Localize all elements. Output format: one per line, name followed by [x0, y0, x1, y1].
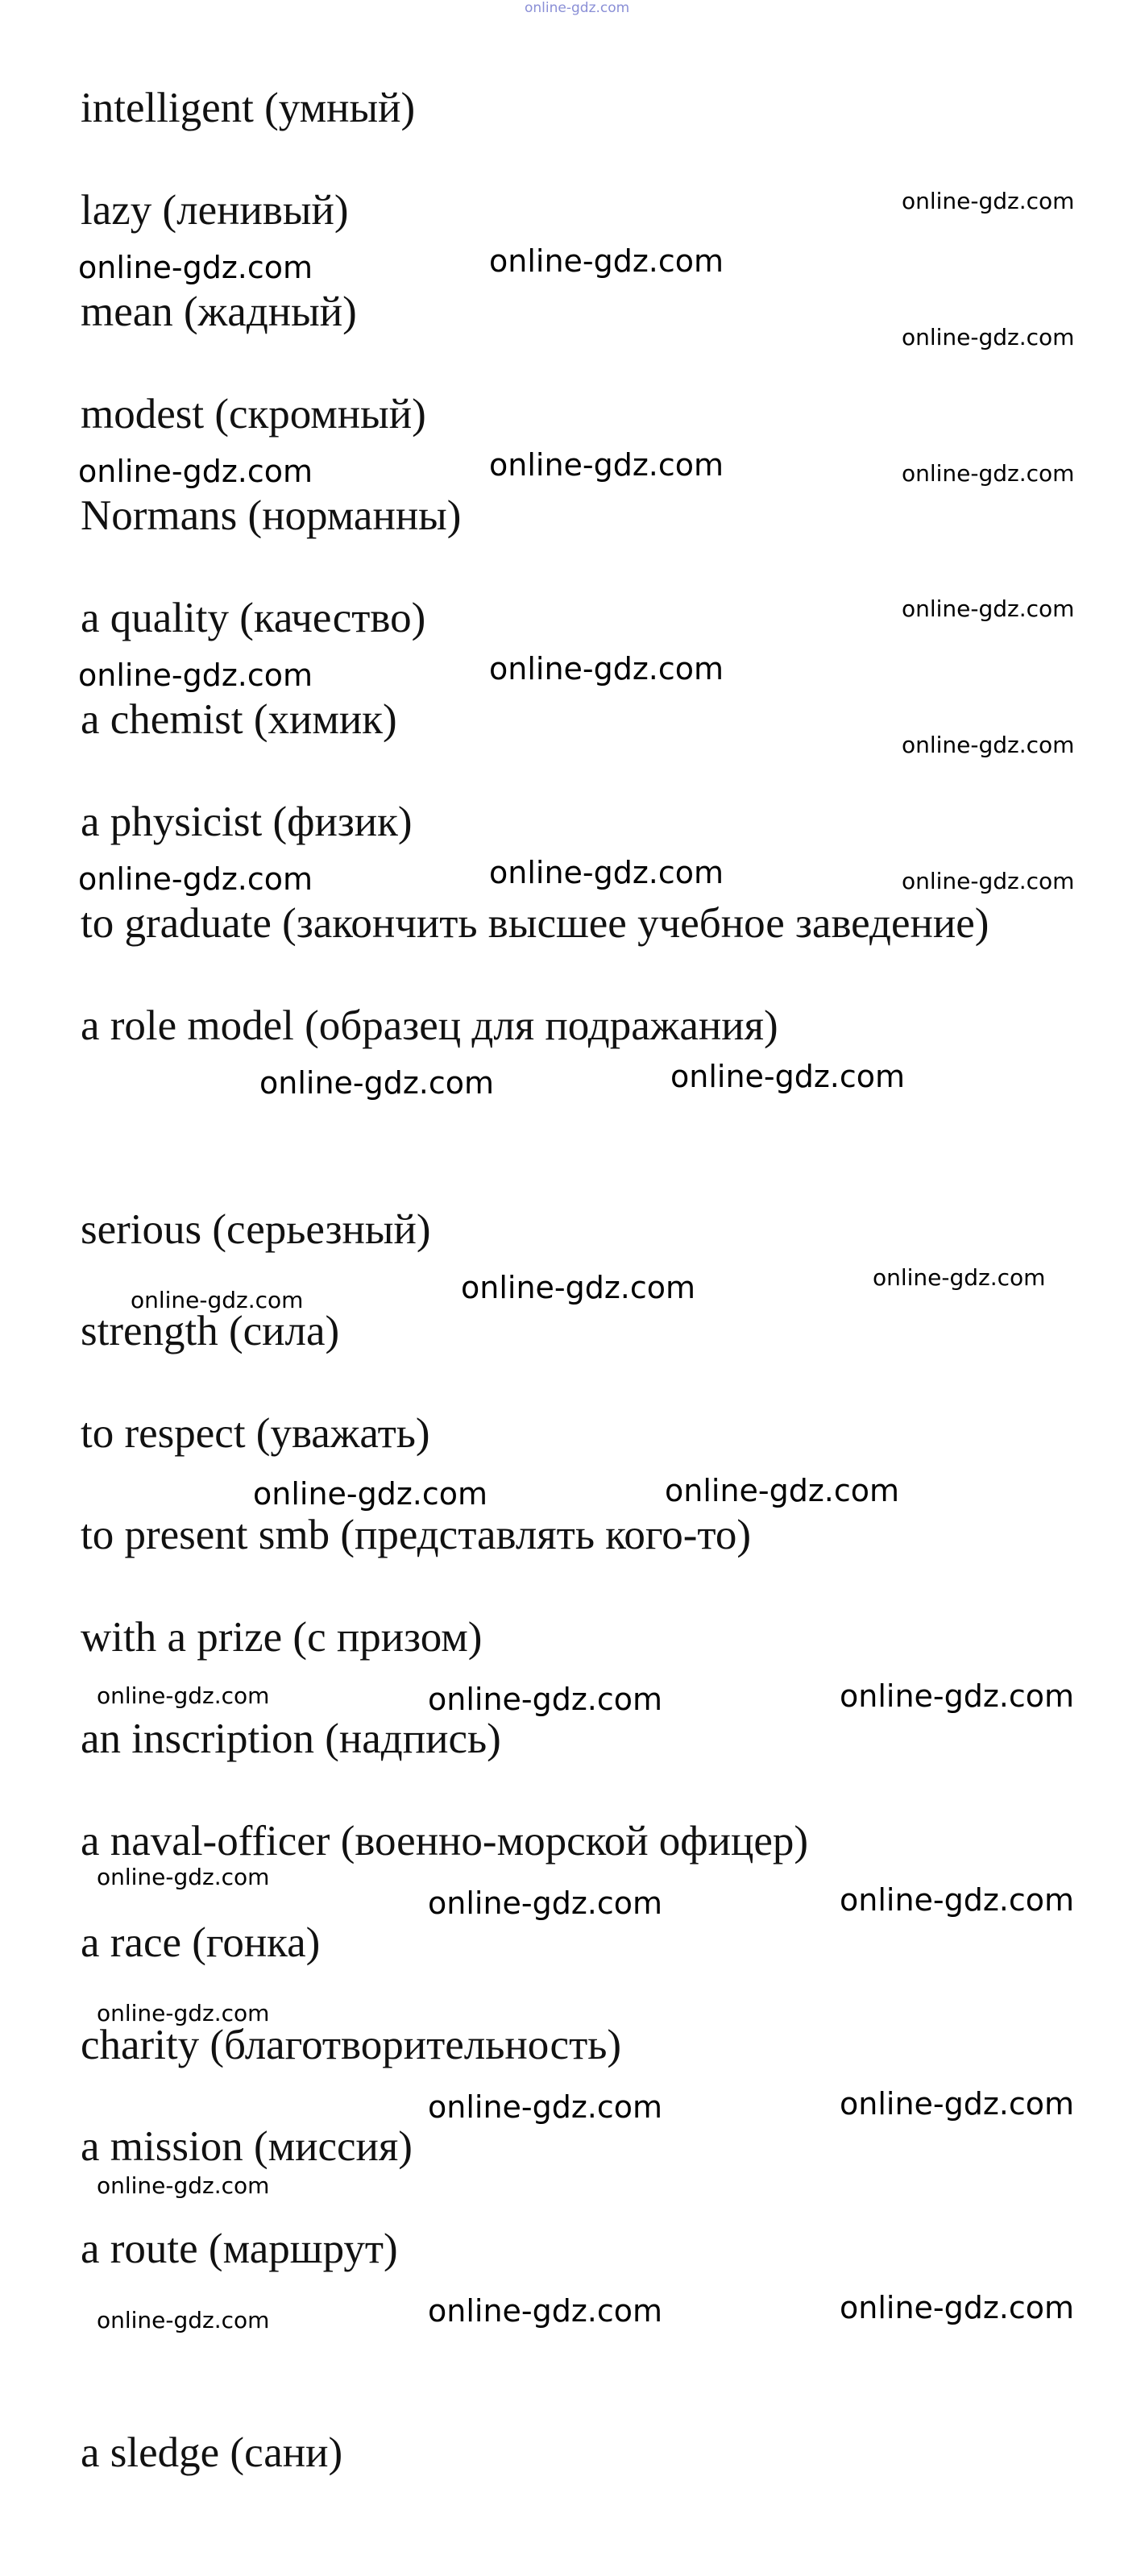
vocab-item: a route (маршрут)	[81, 2225, 398, 2272]
vocab-item: charity (благотворительность)	[81, 2022, 622, 2068]
watermark: online-gdz.com	[461, 1270, 696, 1305]
watermark: online-gdz.com	[428, 2089, 663, 2125]
watermark: online-gdz.com	[902, 460, 1075, 487]
watermark: online-gdz.com	[131, 1287, 304, 1313]
vocab-item: a quality (качество)	[81, 595, 426, 641]
watermark: online-gdz.com	[428, 1885, 663, 1921]
watermark: online-gdz.com	[840, 1882, 1075, 1918]
watermark: online-gdz.com	[97, 1864, 270, 1890]
watermark: online-gdz.com	[97, 2172, 270, 2199]
watermark: online-gdz.com	[840, 2086, 1075, 2122]
watermark: online-gdz.com	[902, 595, 1075, 622]
watermark: online-gdz.com	[489, 447, 724, 483]
watermark: online-gdz.com	[670, 1059, 906, 1094]
vocab-item: a naval-officer (военно-морской офицер)	[81, 1818, 809, 1865]
watermark: online-gdz.com	[78, 250, 313, 285]
watermark: online-gdz.com	[902, 324, 1075, 351]
vocab-item: an inscription (надпись)	[81, 1715, 501, 1762]
watermark: online-gdz.com	[253, 1476, 488, 1512]
vocab-item: Normans (норманны)	[81, 492, 462, 539]
watermark: online-gdz.com	[489, 855, 724, 890]
vocab-item: to graduate (закончить высшее учебное заведение)	[81, 900, 989, 947]
watermark: online-gdz.com	[78, 454, 313, 489]
vocab-item: a sledge (сани)	[81, 2429, 343, 2476]
vocab-item: to present smb (представлять кого-то)	[81, 1512, 752, 1558]
vocab-item: lazy (ленивый)	[81, 187, 349, 234]
vocab-item: strength (сила)	[81, 1308, 340, 1354]
vocab-item: intelligent (умный)	[81, 85, 416, 131]
vocab-item: a mission (миссия)	[81, 2123, 413, 2170]
watermark: online-gdz.com	[665, 1473, 900, 1508]
vocab-item: a role model (образец для подражания)	[81, 1002, 778, 1049]
vocab-item: serious (серьезный)	[81, 1206, 431, 1253]
watermark: online-gdz.com	[840, 2290, 1075, 2325]
watermark: online-gdz.com	[840, 1678, 1075, 1714]
watermark: online-gdz.com	[902, 732, 1075, 758]
watermark: online-gdz.com	[902, 188, 1075, 214]
vocab-item: a race (гонка)	[81, 1919, 321, 1966]
vocab-item: to respect (уважать)	[81, 1410, 430, 1457]
vocab-item: mean (жадный)	[81, 288, 357, 335]
vocab-item: a chemist (химик)	[81, 696, 397, 743]
vocab-item: a physicist (физик)	[81, 799, 413, 845]
vocab-item: modest (скромный)	[81, 391, 426, 438]
watermark: online-gdz.com	[428, 1682, 663, 1717]
watermark: online-gdz.com	[489, 651, 724, 687]
watermark: online-gdz.com	[97, 1682, 270, 1709]
watermark: online-gdz.com	[97, 2000, 270, 2026]
watermark: online-gdz.com	[428, 2293, 663, 2329]
watermark: online-gdz.com	[78, 861, 313, 897]
watermark: online-gdz.com	[97, 2307, 270, 2333]
watermark: online-gdz.com	[902, 868, 1075, 894]
watermark: online-gdz.com	[259, 1065, 495, 1101]
vocab-item: with a prize (с призом)	[81, 1614, 483, 1661]
watermark: online-gdz.com	[873, 1264, 1046, 1291]
header-watermark: online-gdz.com	[525, 0, 630, 16]
watermark: online-gdz.com	[78, 657, 313, 693]
watermark: online-gdz.com	[489, 243, 724, 279]
